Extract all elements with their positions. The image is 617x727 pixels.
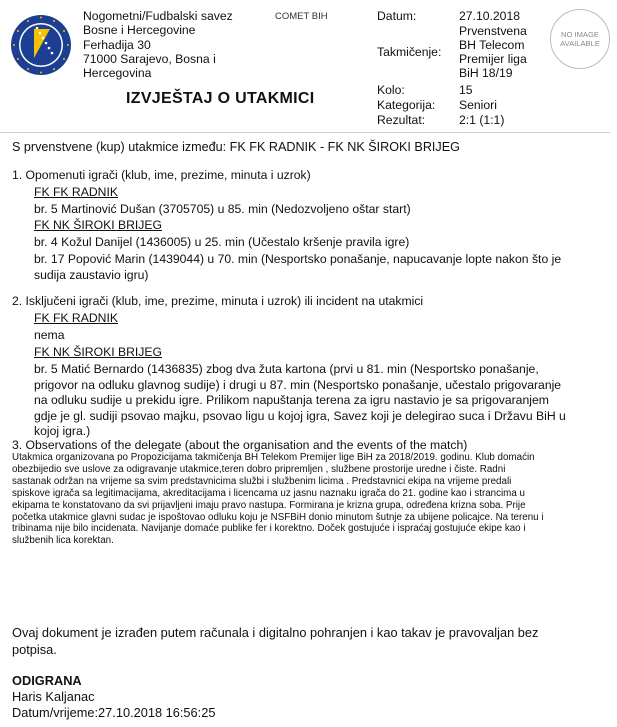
- warned-entry-line: br. 17 Popović Marin (1439044) u 70. min (Nesportsko ponašanje, napucavanje lopte nakon što je: [34, 252, 562, 266]
- sentoff-heading: 2. Isključeni igrači (klub, ime, prezime, minuta i uzrok) ili incident na utakmici: [12, 294, 424, 308]
- sentoff-club-away: FK NK ŠIROKI BRIJEG: [34, 345, 162, 359]
- competition-line: Prvenstvena: [459, 24, 527, 38]
- category-value: Seniori: [459, 98, 497, 112]
- observation-line: službenih lica korektan.: [12, 535, 114, 547]
- no-image-placeholder: [550, 9, 610, 69]
- observation-line: početka utakmice glavni sudac je ispoštovao odluku koju je NSFBiH donio minutom šutnje za ubijene policajce. Na terenu i: [12, 511, 544, 523]
- observation-line: spiskove igrača sa legitimacijama, akreditacijama i licencama uz jasnu naznaku igrača do 21. godine kao i strancima u: [12, 487, 525, 499]
- warned-club-away: FK NK ŠIROKI BRIJEG: [34, 218, 162, 232]
- sentoff-entry: [34, 362, 604, 440]
- signer-name: Haris Kaljanac: [12, 689, 95, 704]
- observation-line: Utakmica organizovana po Propozicijama takmičenja BH Telekom Premijer lige BiH za 2018/2019. godinu. Klub domaćin: [12, 452, 535, 463]
- no-image-text: NO IMAGE: [561, 30, 599, 39]
- category-label: Kategorija:: [377, 98, 436, 112]
- no-image-text: AVAILABLE: [560, 39, 600, 48]
- federation-line: Hercegovina: [83, 66, 152, 81]
- competition-line: BH Telecom: [459, 38, 525, 52]
- federation-line: Nogometni/Fudbalski savez: [83, 9, 233, 23]
- sentoff-entry-line: prigovor na odluku glavnog sudije) i drugi u 87. min (Nesportsko ponašanje, učestalo prigovaranje: [34, 377, 562, 392]
- warned-entry: br. 4 Kožul Danijel (1436005) u 25. min (Učestalo kršenje pravila igre): [34, 235, 410, 249]
- validity-line: potpisa.: [12, 641, 57, 657]
- warned-entry: [34, 252, 604, 283]
- federation-line: Bosne i Hercegovine: [83, 23, 196, 38]
- date-label: Datum:: [377, 9, 417, 23]
- report-title: IZVJEŠTAJ O UTAKMICI: [126, 90, 315, 107]
- observation-line: tribinama nije bilo incidenata. Navijanje domaće publike fer i korektno. Doček gostujuće i ispraćaj gostujuće ekipe kao i: [12, 523, 526, 535]
- round-label: Kolo:: [377, 83, 405, 97]
- federation-line: 71000 Sarajevo, Bosna i: [83, 51, 216, 66]
- federation-address: [83, 9, 273, 80]
- warned-entry-line: sudija zaustavio igru): [34, 267, 149, 282]
- result-label: Rezultat:: [377, 113, 426, 127]
- divider: [0, 132, 610, 133]
- competition-line: Premijer liga: [459, 52, 527, 66]
- competition-label: Takmičenje:: [377, 45, 442, 59]
- sentoff-entry-line: na odluku sudije u prekidu igre. Prilikom napuštanja terena za igru nastavio je sa prigovaranjem: [34, 393, 549, 407]
- signature-label: ODIGRANA: [12, 673, 82, 688]
- federation-logo: [10, 14, 72, 76]
- signature-datetime: Datum/vrijeme:27.10.2018 16:56:25: [12, 705, 216, 720]
- federation-line: Ferhadija 30: [83, 37, 151, 52]
- round-value: 15: [459, 83, 473, 97]
- match-intro: S prvenstvene (kup) utakmice između: FK FK RADNIK - FK NK ŠIROKI BRIJEG: [12, 140, 460, 154]
- warned-heading: 1. Opomenuti igrači (klub, ime, prezime, minuta i uzrok): [12, 168, 311, 182]
- warned-entry: br. 5 Martinović Dušan (3705705) u 85. min (Nedozvoljeno oštar start): [34, 202, 411, 216]
- sentoff-entry-line: gdje je gl. sudiji psovao majku, psovao ligu u kojoj igra, Savez koji je delegirao suca i Državu BiH u: [34, 408, 566, 423]
- competition-value: [459, 24, 539, 80]
- observation-line: sastanak održan na vrijeme sa svim predstavnicima službi i službenim licima . Predstavnici ekipa na vrijeme predali: [12, 475, 512, 487]
- comet-label: COMET BIH: [275, 11, 328, 22]
- result-value: 2:1 (1:1): [459, 113, 505, 127]
- sentoff-entry-line: kojoj igra.): [34, 424, 91, 438]
- validity-line: Ovaj dokument je izrađen putem računala i digitalno pohranjen i kao takav je pravovaljan bez: [12, 625, 539, 640]
- observation-line: ekipama te konstatovano da svi prijavljeni imaju pravo nastupa. Formirana je krizna grupa, određena krizna soba. Prije: [12, 499, 526, 511]
- sentoff-entry: nema: [34, 328, 65, 342]
- competition-line: BiH 18/19: [459, 66, 513, 80]
- observation-line: obezbijedio sve uslove za odigravanje utakmice,teren dobro pripremljen , službene prostorije uredne i čiste. Radni: [12, 463, 506, 475]
- sentoff-club-home: FK FK RADNIK: [34, 311, 118, 325]
- date-value: 27.10.2018: [459, 9, 520, 23]
- validity-notice: [12, 625, 602, 658]
- observations-heading: 3. Observations of the delegate (about the organisation and the events of the match): [12, 438, 468, 452]
- observations-text: [12, 452, 608, 547]
- sentoff-entry-line: br. 5 Matić Bernardo (1436835) zbog dva žuta kartona (prvi u 81. min (Nesportsko ponašanje,: [34, 362, 539, 376]
- warned-club-home: FK FK RADNIK: [34, 185, 118, 199]
